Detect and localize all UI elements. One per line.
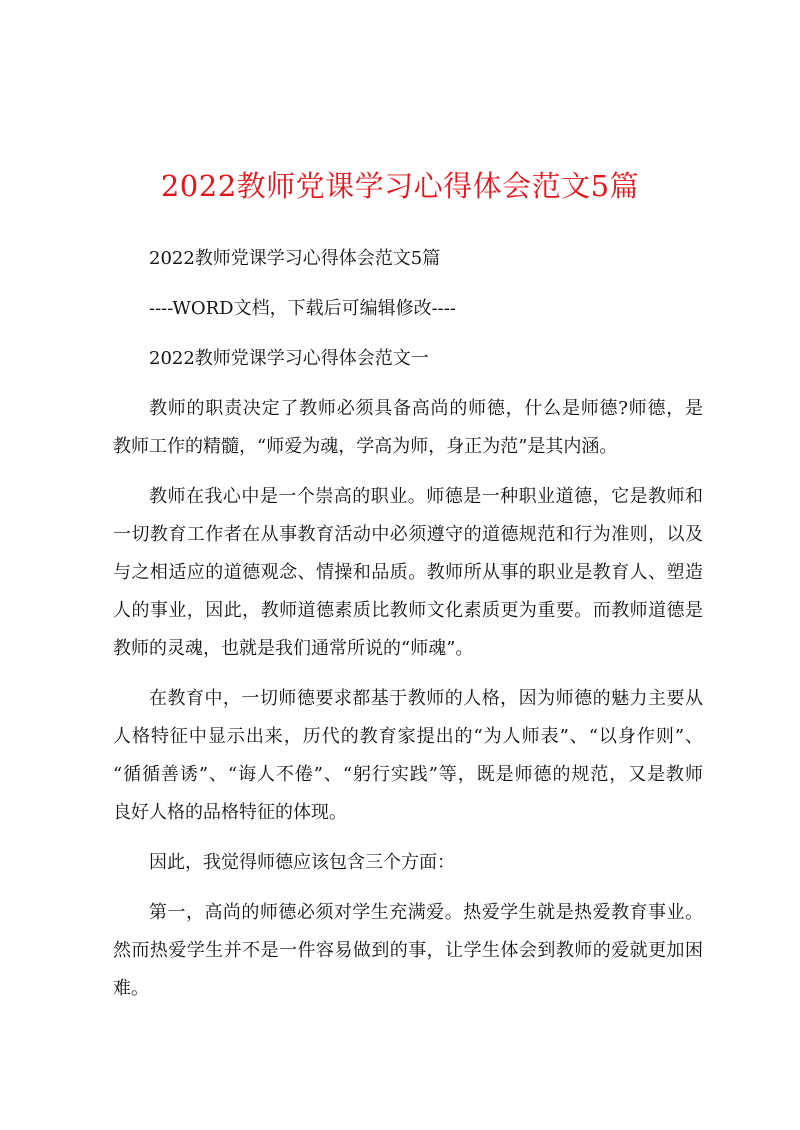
paragraph-line: 然而热爱学生并不是一件容易做到的事，让学生体会到教师的爱就更加困 — [113, 940, 703, 961]
paragraph-5 — [113, 894, 703, 1008]
paragraph-line: 人的事业，因此，教师道德素质比教师文化素质更为重要。而教师道德是 — [113, 600, 703, 621]
paragraph-line: 难。 — [113, 978, 149, 999]
subtitle-line: 2022教师党课学习心得体会范文5篇 — [149, 248, 441, 269]
paragraph-line: 因此，我觉得师德应该包含三个方面： — [149, 852, 455, 873]
paragraph-line: 人格特征中显示出来，历代的教育家提出的“为人师表”、“以身作则”、 — [113, 726, 703, 747]
word-note-line: ----WORD文档，下载后可编辑修改---- — [149, 298, 456, 319]
paragraph-4 — [113, 844, 703, 882]
document-body — [113, 240, 703, 1008]
section-heading: 2022教师党课学习心得体会范文一 — [149, 348, 429, 369]
paragraph-line: 教师工作的精髓，“师爱为魂，学高为师，身正为范”是其内涵。 — [113, 436, 618, 457]
paragraph-line: 第一，高尚的师德必须对学生充满爱。热爱学生就是热爱教育事业。 — [149, 902, 703, 923]
paragraph-line: 在教育中，一切师德要求都基于教师的人格，因为师德的魅力主要从 — [149, 688, 703, 709]
paragraph-line: 良好人格的品格特征的体现。 — [113, 802, 347, 823]
paragraph-3 — [113, 680, 703, 832]
paragraph-line: 教师在我心中是一个崇高的职业。师德是一种职业道德，它是教师和 — [149, 486, 703, 507]
document-title: 2022教师党课学习心得体会范文5篇 — [160, 169, 640, 203]
paragraph-line: “循循善诱”、“诲人不倦”、“躬行实践”等，既是师德的规范，又是教师 — [113, 764, 703, 785]
paragraph-2 — [113, 478, 703, 668]
paragraph-line: 与之相适应的道德观念、情操和品质。教师所从事的职业是教育人、塑造 — [113, 562, 703, 583]
paragraph-line: 教师的职责决定了教师必须具备高尚的师德，什么是师德?师德，是 — [149, 398, 703, 419]
paragraph-1 — [113, 390, 703, 466]
paragraph-line: 教师的灵魂，也就是我们通常所说的“师魂”。 — [113, 638, 474, 659]
paragraph-line: 一切教育工作者在从事教育活动中必须遵守的道德规范和行为准则，以及 — [113, 524, 703, 545]
